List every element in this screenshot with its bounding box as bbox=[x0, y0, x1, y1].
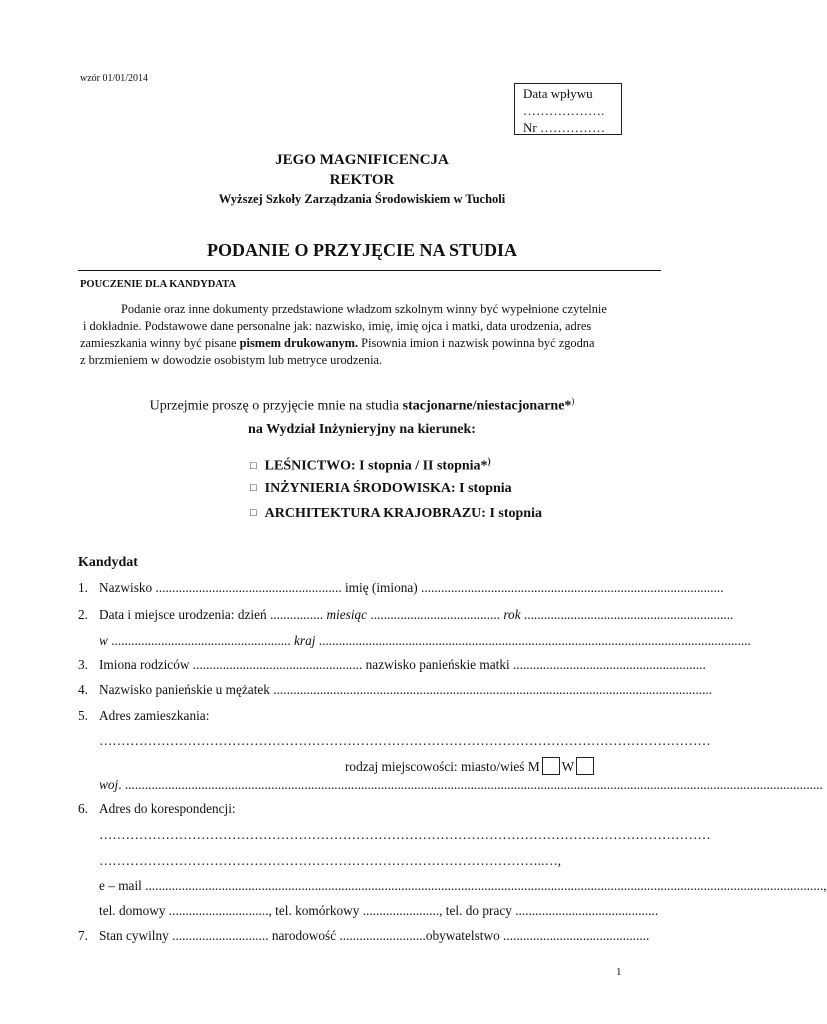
city-checkbox[interactable] bbox=[542, 757, 560, 775]
intake-box bbox=[514, 83, 622, 135]
page-title: PODANIE O PRZYJĘCIE NA STUDIA bbox=[206, 240, 518, 260]
faculty-line: na Wydział Inżynieryjny na kierunek: bbox=[248, 422, 476, 437]
instruction-heading: POUCZENIE DLA KANDYDATA bbox=[80, 279, 236, 290]
checkbox-icon[interactable]: □ bbox=[250, 507, 257, 519]
checkbox-icon[interactable]: □ bbox=[250, 482, 257, 494]
checkbox-icon[interactable]: □ bbox=[250, 459, 257, 472]
addressee-title: JEGO MAGNIFICENCJA bbox=[275, 152, 449, 168]
field-correspondence-label: 6. Adres do korespondencji: bbox=[78, 801, 236, 816]
instruction-line: i dokładnie. Podstawowe dane personalne jak: nazwisko, imię, imię ojca i matki, data urodzenia, adres bbox=[83, 319, 592, 333]
page-number: 1 bbox=[616, 966, 622, 978]
field-maiden-name[interactable]: 4. Nazwisko panieńskie u mężatek .................................................................................................................................... bbox=[78, 682, 713, 697]
intake-number-label: Nr …………… bbox=[523, 120, 605, 135]
option-lesnictwo[interactable]: □ LEŚNICTWO: I stopnia / II stopnia*) bbox=[250, 456, 491, 474]
village-checkbox[interactable] bbox=[576, 757, 594, 775]
intake-date-blank: ………………. bbox=[523, 103, 605, 118]
intake-date-label: Data wpływu bbox=[523, 86, 593, 101]
candidate-heading: Kandydat bbox=[78, 555, 138, 570]
field-surname[interactable]: 1. Nazwisko ........................................................ imię (imiona) ........................................................................................... bbox=[78, 580, 724, 595]
addressee-school: Wyższej Szkoły Zarządzania Środowiskiem w Tucholi bbox=[218, 192, 506, 206]
field-birth-date[interactable]: 2. Data i miejsce urodzenia: dzień ................ miesiąc ....................................... rok ............................................................... bbox=[78, 607, 734, 622]
field-email[interactable]: e – mail ............................................................................................................................................................................................................, bbox=[99, 878, 827, 893]
field-birth-place[interactable]: w ...................................................... kraj .................................................................................................................................. bbox=[99, 633, 751, 648]
field-correspondence-line[interactable]: ………………………………………………………………………………………………………………………… bbox=[99, 827, 711, 842]
field-phones[interactable]: tel. domowy .............................., tel. komórkowy ......................., tel. do pracy ........................................... bbox=[99, 903, 659, 918]
instruction-line: Podanie oraz inne dokumenty przedstawione władzom szkolnym winny być wypełnione czytelnie bbox=[121, 302, 607, 316]
field-address-line[interactable]: ………………………………………………………………………………………………………………………… bbox=[99, 733, 711, 748]
field-civil-status[interactable]: 7. Stan cywilny ............................. narodowość ..........................obywatelstwo ............................................ bbox=[78, 928, 650, 943]
field-correspondence-line[interactable]: ………………………………………………………………………………………..…, bbox=[99, 853, 562, 868]
form-code: wzór 01/01/2014 bbox=[80, 73, 149, 84]
option-inzynieria[interactable]: □ INŻYNIERIA ŚRODOWISKA: I stopnia bbox=[250, 481, 512, 496]
field-address-label: 5. Adres zamieszkania: bbox=[78, 708, 210, 723]
instruction-text bbox=[80, 301, 658, 369]
request-line: Uprzejmie proszę o przyjęcie mnie na studia stacjonarne/niestacjonarne*) bbox=[149, 396, 575, 414]
instruction-line: zamieszkania winny być pisane pismem drukowanym. Pisownia imion i nazwisk powinna być zgodna bbox=[80, 336, 595, 350]
option-architektura[interactable]: □ ARCHITEKTURA KRAJOBRAZU: I stopnia bbox=[250, 506, 542, 521]
locality-type: rodzaj miejscowości: miasto/wieś M W bbox=[345, 757, 596, 775]
field-voivodeship[interactable]: woj. .................................................................................................................................................................................................................. bbox=[99, 777, 823, 792]
title-divider bbox=[78, 270, 661, 271]
addressee-rector: REKTOR bbox=[329, 172, 395, 188]
field-parents[interactable]: 3. Imiona rodziców ................................................... nazwisko panieńskie matki .......................................................... bbox=[78, 657, 706, 672]
instruction-line: z brzmieniem w dowodzie osobistym lub metryce urodzenia. bbox=[80, 353, 383, 367]
